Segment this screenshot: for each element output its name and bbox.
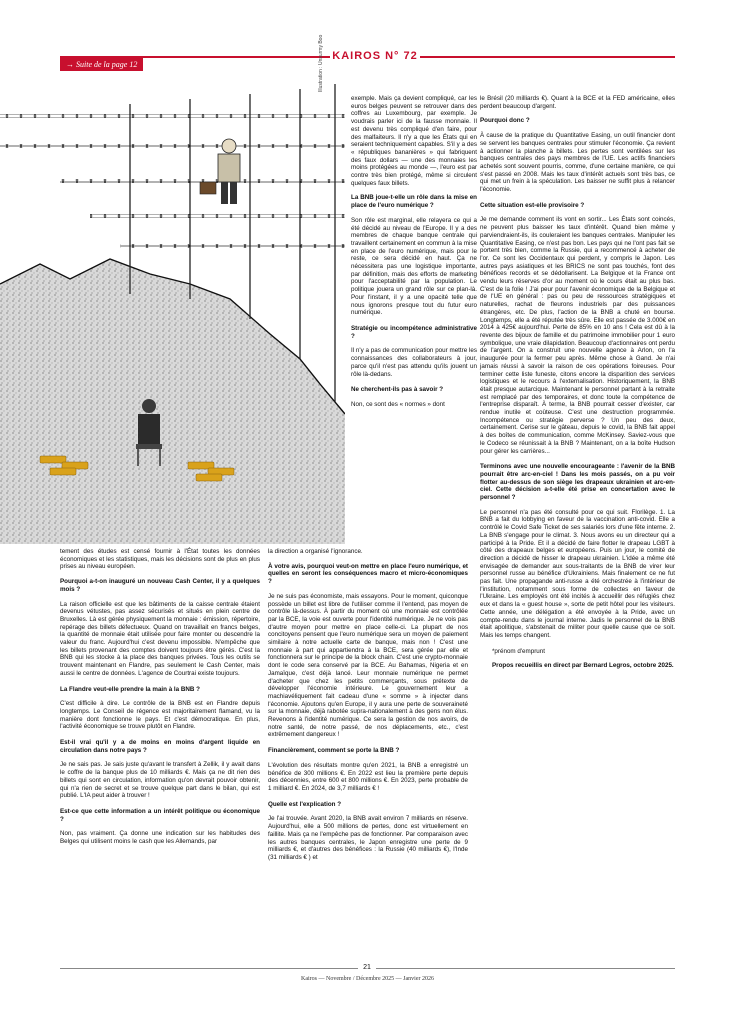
- briefcase: [200, 182, 216, 194]
- paragraph: exemple. Mais ça devient compliqué, car les euros belges peuvent se retrouver dans des coffres au Luxembourg, par exemple. Je voudrais parler ici de la fausse monnaie. Il est devenu très compliqué d'en faire, pour des malfaiteurs. Il n'y a que les États qui en seraient techniquement capables. S'il y a des « républiques bananières » qui fabriquent des faux dollars — une des monnaies les moins protégées au monde —, l'euro est par contre très bien protégé, même si circulent quelques faux billets.: [351, 95, 477, 187]
- paragraph: la direction a organisé l'ignorance.: [268, 548, 363, 555]
- answer: C'est difficile à dire. Le contrôle de la BNB est en Flandre depuis longtemps. Le Conseil de régence est majoritairement flamand, vu la manière dont fonctionne le pays. Et c'est démocratique. En plus, l'activité économique se trouve plutôt en Flandre.: [60, 700, 260, 731]
- banker-figure: [200, 139, 240, 204]
- column-d: [480, 95, 675, 677]
- column-c: [268, 548, 468, 870]
- magazine-issue-title: KAIROS N° 72: [330, 50, 420, 62]
- illustration: [0, 84, 345, 544]
- answer: L'évolution des résultats montre qu'en 2021, la BNB a enregistré un bénéfice de 300 millions €. En 2022 est lieu la première perte depuis des décennies, entre 600 et 800 millions €. En 2023, perte probable de 1 milliard €. En 2024, de 3,7 milliards € !: [268, 761, 468, 792]
- answer: Le personnel n'a pas été consulté pour ce qui suit. Florilège. 1. La BNB a fait du lobbying en faveur de la vaccination anti-covid. Elle a contrôlé le Covid Safe Ticket de ses salariés lors d'une fête interne. 2. La BNB s'engage pour le climat. 3. Nous avons eu un directeur qui a participé à la Pride. Et il a décidé de faire flotter le drapeau LGBT à côté des drapeaux belges et européens. Puis un jour, le comité de direction a décidé de hisser le drapeau ukrainien. L'idée a même été envisagée de demander aux sous-traitants de la BNB de virer leur personnel russe au bénéfice d'Ukrainiens. Mais finalement ce ne fut pas fait. Une propagande anti-russe a été orchestrée à l'intérieur de l'institution, notamment sous forme de collectes en faveur de l'Ukraine. Les employés ont été incités à accueillir des réfugiés chez eux et dans la « guest house », sorte de petit hôtel pour les visiteurs. Cette année, une délégation a été envoyée à la Pride, avec un compte-rendu dans le journal interne. Jadis le personnel de la BNB était apolitique, s'abstenait de militer pour quelle cause que ce soit. Mais les temps changent.: [480, 508, 675, 639]
- answer: Non, ce sont des « normes » dont: [351, 400, 445, 408]
- paragraph: le Brésil (20 milliards €). Quant à la BCE et la FED américaine, elles perdent beaucoup d'argent.: [480, 95, 675, 110]
- column-b: [60, 548, 260, 854]
- question: Stratégie ou incompétence administrative ?: [351, 324, 477, 340]
- illustration-drawing: [0, 84, 345, 544]
- page-number: 21: [358, 964, 376, 971]
- column-a: [351, 95, 477, 417]
- interview-credit: Propos recueillis en direct par Bernard Legros, octobre 2025.: [492, 662, 674, 670]
- question: Ne cherchent-ils pas à savoir ?: [351, 386, 444, 394]
- question: Est-il vrai qu'il y a de moins en moins d'argent liquide en circulation dans notre pays ?: [60, 739, 260, 754]
- illustration-credit: Illustration : Unsurmy Boo: [318, 34, 324, 92]
- paragraph: tement des études est censé fournir à l'État toutes les données économiques et les statistiques, mais les décisions sont de plus en plus prises au niveau européen.: [60, 548, 260, 571]
- barbed-wire-2: [0, 144, 345, 148]
- question: Pourquoi donc ?: [480, 117, 530, 125]
- question: Pourquoi a-t-on inauguré un nouveau Cash Center, il y a quelques mois ?: [60, 578, 260, 593]
- barbed-wire-1: [0, 114, 345, 118]
- question: Cette situation est-elle provisoire ?: [480, 201, 585, 209]
- answer: Je l'ai trouvée. Avant 2020, la BNB avait environ 7 milliards en réserve. Aujourd'hui, elle a 500 millions de pertes, donc est virtuellement en faillite. Mais ça ne l'empêche pas de fonctionner. Par comparaison avec les autres banques centrales, le Japon enregistre une perte de 9 milliards €, et d'autres des bénéfices : la Russie (40 milliards €), l'Inde (31 milliards € ) et: [268, 815, 468, 861]
- barbed-wire-4: [90, 214, 345, 218]
- answer: Non, pas vraiment. Ça donne une indication sur les habitudes des Belges qui utilisent moins le cash que les Allemands, par: [60, 830, 260, 846]
- question: Quelle est l'explication ?: [268, 800, 342, 808]
- question: Est-ce que cette information a un intérêt politique ou économique ?: [60, 807, 260, 823]
- continued-from-kicker: → Suite de la page 12: [60, 58, 143, 71]
- answer: La raison officielle est que les bâtiments de la caisse centrale étaient devenus vétustes, pas assez sécurisés et situés en plein centre de Bruxelles. Là est gérée physiquement la monnaie : émission, répertoire, repérage des billets défectueux. Quand on travaillait en francs belges, la quantité de monnaie était utilisée pour faire monter ou descendre la valeur du franc. Aujourd'hui c'est devenu impossible. N'empêche que les billets provenant des comptes doivent toujours être gérés. C'est la BNB qui les stocke à la place des banques privées. Tous les outils se trouvent maintenant en Flandre, pas seulement le Cash Center, mais aussi le centre de données. L'agence de Courtrai existe toujours.: [60, 600, 260, 677]
- question: La Flandre veut-elle prendre la main à la BNB ?: [60, 685, 200, 693]
- question: La BNB joue-t-elle un rôle dans la mise en place de l'euro numérique ?: [351, 194, 477, 210]
- question: À votre avis, pourquoi veut-on mettre en place l'euro numérique, et quelles en seront les conséquences macro et micro-économiques ?: [268, 562, 468, 586]
- answer: Je ne suis pas économiste, mais essayons. Pour le moment, quiconque possède un billet est libre de l'utiliser comme il l'entend, pas moyen de contrôle là-dessus. À partir du moment où une monnaie est contrôlée par la BCE, la voie est ouverte pour l'identité numérique. Je ne vois pas d'autre moyen pour mettre en place celle-ci. La plupart de nos concitoyens pensent que l'euro numérique sera un moyen de paiement similaire à notre actuelle carte de banque, mais non ! C'est une monnaie à part qui appartiendra à la BCE, sera gérée par elle et fonctionnera sur le principe de la block chain. C'est une crypto-monnaie dont le code sera conservé par la BCE. Au Bahamas, Nigeria et en Jamaïque, c'est déjà lancé. Leur monnaie numérique ne permet d'acheter que chez les petits commerçants, sous prétexte de développer l'économie intérieure. Le gouvernement leur a machiavéliquement fait cadeau d'une « somme » à injecter dans l'économie. Ajoutons qu'en Europe, il y aura une perte de souveraineté sur la monnaie, déjà rabotée supra-nationalement à des gens non élus. Revenons à l'identité numérique. Ce sera la gestion de nos avoirs, de notre santé, de notre passé, de nos déplacements, etc., c'est extrêmement dangereux !: [268, 592, 468, 739]
- answer: Je ne sais pas. Je sais juste qu'avant le transfert à Zellik, il y avait dans le coffre de la banque plus de 10 milliards €. Mais ça ne dit rien des billets qui sont en circulation, information qu'on devrait pouvoir obtenir, qui n'a rien de secret et se trouve quelque part dans le bilan, qui est publié. L'IA peut aider à trouver !: [60, 761, 260, 800]
- answer: Son rôle est marginal, elle relayera ce qui a été décidé au niveau de l'Europe. Il y a des membres de chaque banque centrale qui travaillent certainement en commun à la mise en place de l'euro numérique, mais pour le reste, ce sera décidé en haut. Ça ne nécessitera pas une logistique importante, par définition, mais des efforts de marketing pour l'acceptabilité par la population. Le politique jouera un grand rôle sur ce plan-là. Pour l'instant, il y a une opacité telle que nous ignorons presque tout du futur euro numérique.: [351, 216, 477, 317]
- answer: À cause de la pratique du Quantitative Easing, un outil financier dont se servent les banques centrales pour stimuler l'économie. Ça revient à actionner la planche à billets. Les pertes sont ventilées sur les banques centrales des pays membres de l'UE. Les actifs financiers achetés sont souvent pourris, comme, d'une certaine manière, ce qui s'est passé en 2008. Mais les taux d'intérêt actuels sont très bas, ce qui met un frein à la spéculation. Les baisser ne suffit plus à relancer l'économie.: [480, 132, 675, 194]
- barbed-wire-5: [120, 244, 345, 248]
- question: Terminons avec une nouvelle encourageante : l'avenir de la BNB pourrait être arc-en-ciel ! Dans les mois passés, on a pu voir flotter au-dessus de son siège les drapeaux ukrainien et arc-en-ciel. Cette décision a-t-elle été prise en concertation avec le personnel ?: [480, 463, 675, 502]
- footnote: *prénom d'emprunt: [492, 647, 545, 655]
- question: Financièrement, comment se porte la BNB ?: [268, 747, 400, 755]
- answer: Je me demande comment ils vont en sortir... Les États sont coincés, ne peuvent plus baisser les taux d'intérêt. Quand bien même y parviendraient-ils, ils couleraient les banques centrales. Manipuler les Quantitative Easing, ce n'est pas bon. Les pays qui ne l'ont pas fait se portent très bien, comme la Russie, qui a recommencé à acheter de l'or. Ce sont les Occidentaux qui perdent, y compris le Japon. Les autres pays asiatiques et les BRICS ne sont pas touchés, font des bénéfices records et se dédollarisent. La Belgique et la France ont vendu leurs réserves d'or au moment où le cours était au plus bas. C'est de la folie ! J'ai peur pour l'avenir économique de la Belgique et de l'UE en général : pas ou peu de ressources stratégiques et naturelles, rachat de fleurons industriels par des puissances étrangères, etc. De plus, l'action de la BNB a chuté en bourse. Longtemps, elle a été réputée très sûre. Elle est passée de 3.000€ en 2014 à 425€ aujourd'hui. Perte de 85% en 10 ans ! Cela est dû à la revente des bijoux de famille et du patrimoine immobilier pour 1 euro symbolique, une vraie dilapidation. Beaucoup d'actionnaires ont perdu de l'argent. On a construit une nouvelle agence à Arlon, on l'a inaugurée pour la fermer peu après. Même chose à Gand. Je n'ai jamais réussi à savoir la raison de ces opérations foireuses. Pour terminer cette liste funeste, citons encore la disparition des services logistiques et le recours à l'externalisation. Historiquement, la BNB était presque autarcique. Maintenant le personnel partant à la retraite est remplacé par des temporaires, et donc toute la compétence de l'entreprise disparaît. À terme, la BNB pourrait cesser d'exister, car rendue inutile et coûteuse. C'est une destruction programmée. Incompétence ou stratégie perverse ? Un peu des deux, certainement. Cerise sur le gâteau, depuis le covid, la BNB fait appel à des boîtes de communication, comme McKinsey. Saviez-vous que le Codeco se réunissait à la BNB ? Maintenant, on a la boîte Hudson pour gérer les carrières...: [480, 216, 675, 455]
- grey-mountain-mass: [0, 259, 345, 544]
- answer: Il n'y a pas de communication pour mettre les connaissances des collaborateurs à jour, parce qu'il n'est pas attendu qu'ils jouent un rôle là-dedans.: [351, 347, 477, 378]
- footer-issue-line: Kairos — Novembre / Décembre 2025 — Janvier 2026: [301, 976, 434, 982]
